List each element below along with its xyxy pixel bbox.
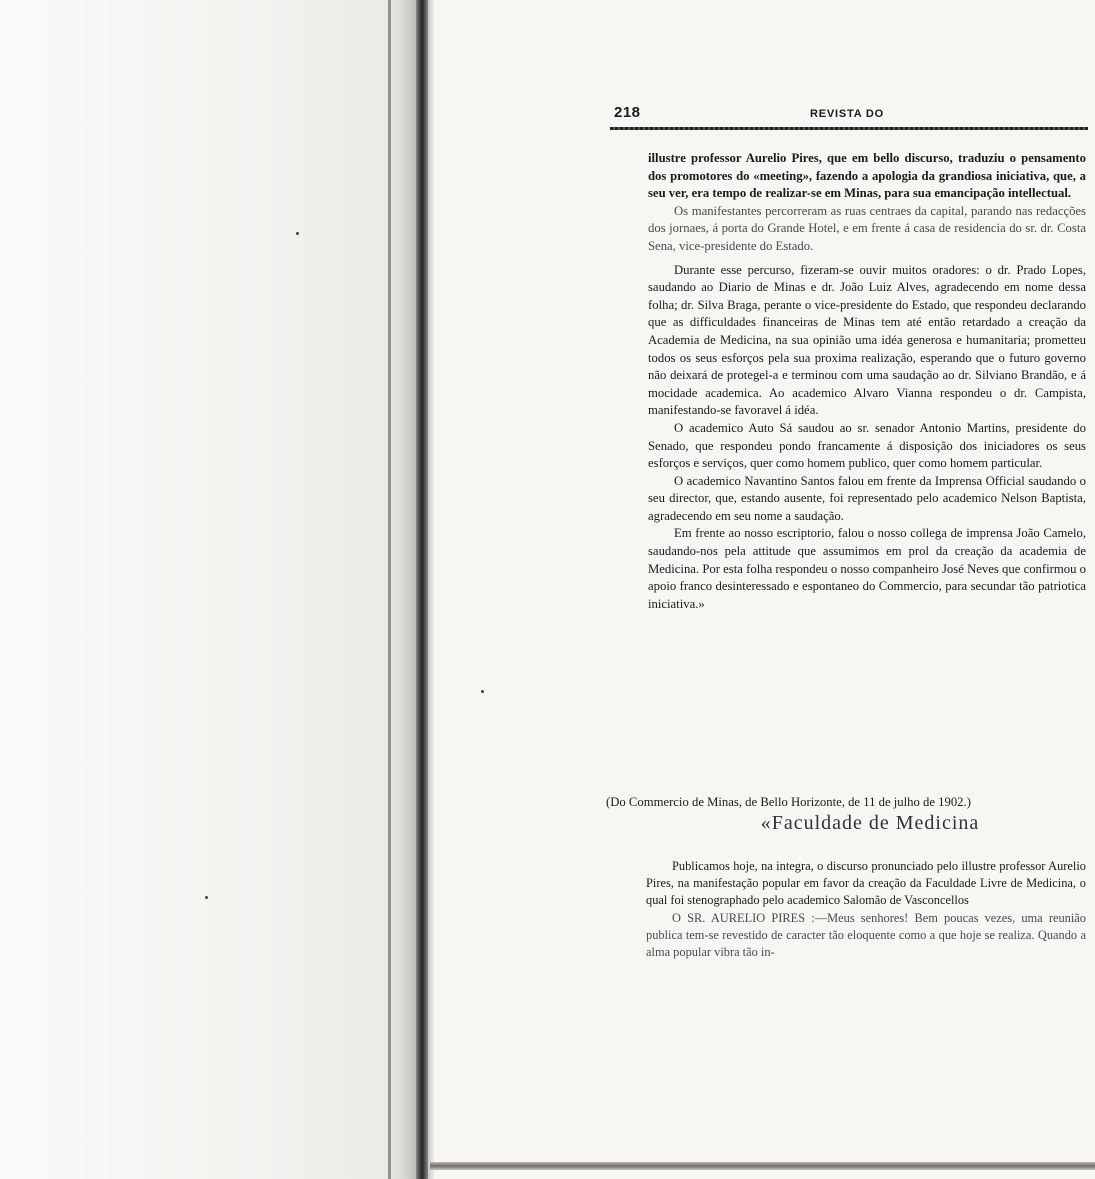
paragraph: O academico Navantino Santos falou em frente da Imprensa Official saudando o seu director, que, estando ausente, foi representado pelo academico Nelson Baptista, agradecendo em seu nome a saudação. xyxy=(648,473,1086,523)
running-title: REVISTA DO xyxy=(810,108,885,120)
paragraph: illustre professor Aurelio Pires, que em bello discurso, traduziu o pensamento dos promotores do «meeting», fazendo a apologia da grandiosa iniciativa, que, a seu ver, era tempo de realizar-se em Minas, para sua emancipação intellectual. xyxy=(648,151,1086,201)
scan-margin-left xyxy=(0,0,430,1179)
paragraph: O SR. AURELIO PIRES :—Meus senhores! Bem poucas vezes, uma reunião publica tem-se revestido de caracter tão eloquente como a que hoje se realiza. Quando a alma popular vibra tão in- xyxy=(646,910,1086,960)
article-body xyxy=(648,150,1086,613)
paragraph: O academico Auto Sá saudou ao sr. senador Antonio Martins, presidente do Senado, que respondeu pondo francamente á disposição dos iniciadores os seus esforços e serviços, quer como homem publico, quer como homem particular. xyxy=(648,420,1086,471)
running-head xyxy=(600,100,1088,122)
scan-speck xyxy=(205,896,208,899)
book-page xyxy=(600,100,1088,1160)
paragraph: Publicamos hoje, na integra, o discurso pronunciado pelo illustre professor Aurelio Pires, na manifestação popular em favor da creação da Faculdade Livre de Medicina, o qual foi stenographado pelo academico Salomão de Vasconcellos xyxy=(646,859,1086,908)
section-body xyxy=(646,858,1086,961)
source-citation: (Do Commercio de Minas, de Bello Horizonte, de 11 de julho de 1902.) xyxy=(606,795,971,809)
paragraph: Em frente ao nosso escriptorio, falou o nosso collega de imprensa João Camelo, saudando-nos pela attitude que assumimos em prol da creação da academia de Medicina. Por esta folha respondeu o nosso companheiro José Neves que confirmou o apoio franco desinteressado e espontaneo do Commercio, para secundar tão patriotica iniciativa.» xyxy=(648,526,1086,611)
section-heading: «Faculdade de Medicina xyxy=(760,812,980,834)
page-bottom-edge xyxy=(430,1162,1095,1170)
paragraph: Os manifestantes percorreram as ruas centraes da capital, parando nas redacções dos jornaes, á porta do Grande Hotel, e em frente á casa de residencia do sr. dr. Costa Sena, vice-presidente do Estado. xyxy=(648,203,1086,253)
book-binding-edge xyxy=(416,0,428,1179)
scan-speck xyxy=(481,690,484,693)
page-number: 218 xyxy=(614,104,641,121)
header-rule xyxy=(610,127,1088,130)
scan-speck xyxy=(296,232,299,235)
paragraph: Durante esse percurso, fizeram-se ouvir muitos oradores: o dr. Prado Lopes, saudando ao Diario de Minas e dr. João Luiz Alves, agradecendo em nome dessa folha; dr. Silva Braga, perante o vice-presidente do Estado, que respondeu declarando que as difficuldades financeiras de Minas tem até então retardado a creação da Academia de Medicina, na sua opinião uma idéa generosa e humanitaria; prometteu todos os seus esforços pela sua proxima realização, esperando que o futuro governo não deixará de protegel-a e terminou com uma saudação ao dr. Silviano Brandão, e á mocidade academica. Ao academico Alvaro Vianna respondeu o dr. Campista, manifestando-se favoravel á idéa. xyxy=(648,262,1086,418)
binding-line xyxy=(388,0,391,1179)
